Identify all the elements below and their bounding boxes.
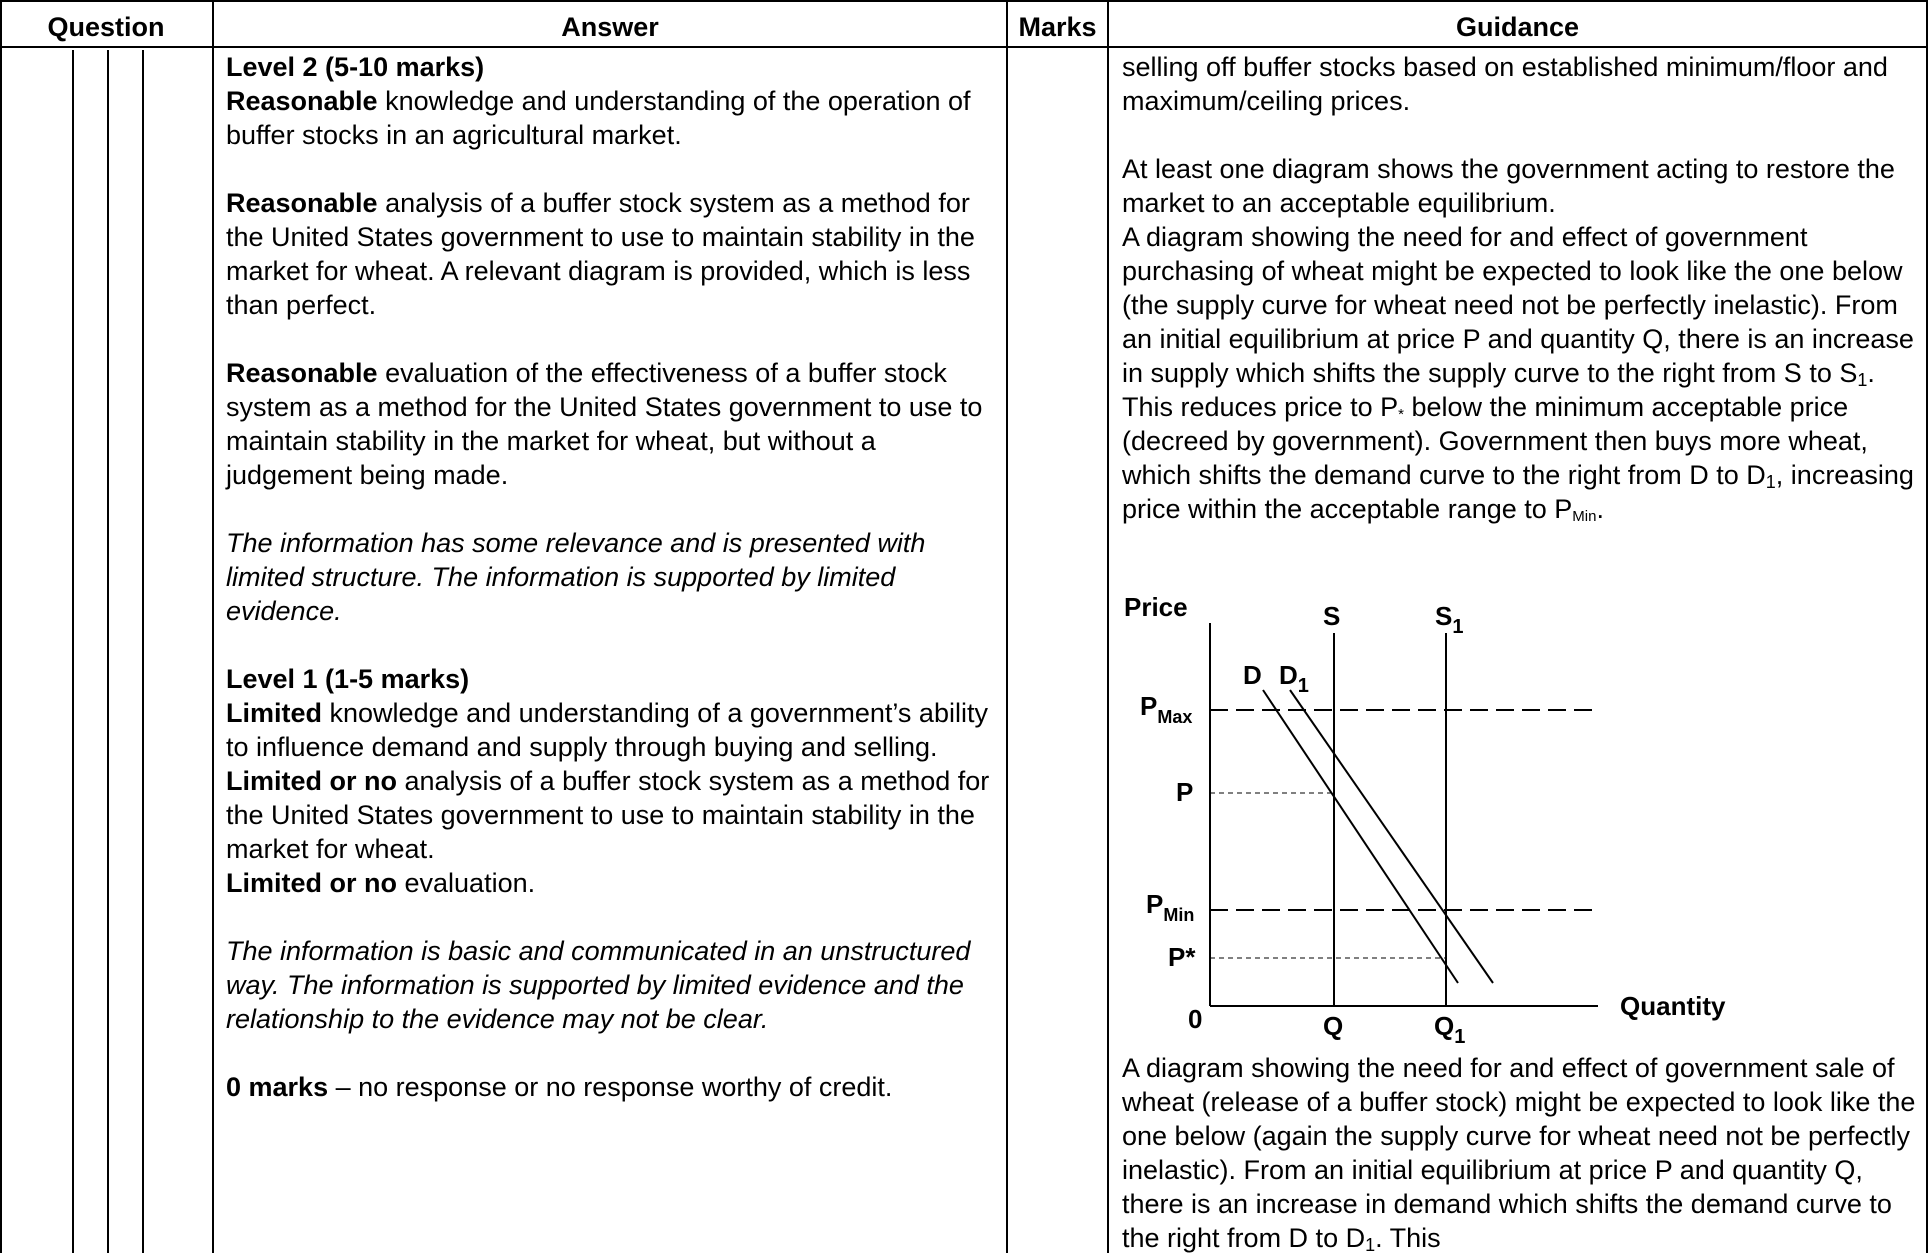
zero-marks xyxy=(226,1070,998,1104)
level2-analysis-bold: Reasonable xyxy=(226,188,378,218)
level2-knowledge-text: knowledge and understanding of the operation of buffer stocks in an agricultural market. xyxy=(226,86,971,150)
origin-label: 0 xyxy=(1188,1004,1203,1034)
d-label: D xyxy=(1243,660,1262,690)
level2-analysis xyxy=(226,186,998,322)
level1-knowledge xyxy=(226,696,998,764)
level1-analysis-text: analysis of a buffer stock system as a method for the United States government to use to maintain stability in the market for wheat. xyxy=(226,766,990,864)
level2-knowledge xyxy=(226,84,998,152)
guidance-para-3-part2: . This xyxy=(1375,1223,1441,1253)
s1-label-sub: 1 xyxy=(1452,616,1464,638)
x-axis-label: Quantity xyxy=(1620,991,1726,1021)
guidance-para-2b-part2: . This reduces price to P xyxy=(1122,358,1875,422)
d1-label-sub: 1 xyxy=(1297,675,1309,697)
subscript-star: * xyxy=(1398,406,1404,423)
demand-curve-d1 xyxy=(1290,690,1493,983)
pmin-label-main: P xyxy=(1146,889,1164,919)
pmax-label-sub: Max xyxy=(1157,707,1193,727)
pmin-label-sub: Min xyxy=(1163,905,1195,925)
level1-knowledge-bold: Limited xyxy=(226,698,323,728)
header-marks: Marks xyxy=(1018,12,1097,42)
guidance-column xyxy=(1122,50,1918,526)
answer-column xyxy=(226,50,998,1138)
y-axis-label: Price xyxy=(1124,592,1188,622)
s1-label-main: S xyxy=(1435,601,1453,631)
header-question: Question xyxy=(47,12,165,42)
q-label: Q xyxy=(1323,1011,1344,1041)
column-divider-answer-marks xyxy=(1006,0,1008,1253)
buffer-stock-diagram xyxy=(1118,583,1738,1053)
s1-label xyxy=(1435,601,1463,638)
q1-label-main: Q xyxy=(1434,1011,1455,1041)
pmax-label xyxy=(1140,691,1192,727)
level1-communication: The information is basic and communicated in an unstructured way. The information is supported by limited evidence and the relationship to the evidence may not be clear. xyxy=(226,936,971,1034)
level1-analysis xyxy=(226,764,998,866)
guidance-para-3 xyxy=(1122,1051,1918,1255)
level1-evaluation xyxy=(226,866,998,900)
level2-evaluation xyxy=(226,356,998,492)
guidance-para-3-part1: A diagram showing the need for and effect of government sale of wheat (release of a buffer stock) might be expected to look like the one below (again the supply curve for wheat need not be perfectly inelastic). From an initial equilibrium at price P and quantity Q, there is an increase in demand which shifts the demand curve to the right from D to D xyxy=(1122,1053,1916,1253)
d1-label-main: D xyxy=(1279,660,1298,690)
zero-marks-bold: 0 marks xyxy=(226,1072,329,1102)
guidance-para-2b-part3: below the minimum acceptable price (decreed by government). Government then buys more wheat, which shifts the demand curve to the right from D to D xyxy=(1122,392,1868,490)
question-subcol-divider-2 xyxy=(107,50,109,1253)
guidance-para-2b xyxy=(1122,220,1918,526)
level1-analysis-bold: Limited or no xyxy=(226,766,397,796)
level1-knowledge-text: knowledge and understanding of a government’s ability to influence demand and supply through buying and selling. xyxy=(226,698,988,762)
subscript-d1-b: 1 xyxy=(1365,1235,1376,1255)
pmax-label-main: P xyxy=(1140,691,1158,721)
subscript-d1: 1 xyxy=(1765,472,1776,492)
question-subcol-divider-3 xyxy=(142,50,144,1253)
level1-evaluation-text: evaluation. xyxy=(397,868,536,898)
d1-label xyxy=(1279,660,1309,697)
guidance-para-2b-part1: A diagram showing the need for and effect of government purchasing of wheat might be expected to look like the one below (the supply curve for wheat need not be perfectly inelastic). From an initial equilibrium at price P and quantity Q, there is an increase in supply which shifts the supply curve to the right from S to S xyxy=(1122,222,1914,388)
table-border-right xyxy=(1926,0,1928,1253)
demand-curve-d xyxy=(1263,690,1458,983)
level2-communication: The information has some relevance and is presented with limited structure. The information is supported by limited evidence. xyxy=(226,528,926,626)
zero-marks-text: – no response or no response worthy of credit. xyxy=(328,1072,893,1102)
level1-evaluation-bold: Limited or no xyxy=(226,868,397,898)
column-divider-question-answer xyxy=(212,0,214,1253)
s-label: S xyxy=(1323,601,1341,631)
level2-title: Level 2 (5-10 marks) xyxy=(226,52,485,82)
guidance-para-2b-part4: , increasing price within the acceptable range to P xyxy=(1122,460,1914,524)
pmin-label xyxy=(1146,889,1194,925)
subscript-min: Min xyxy=(1572,508,1597,525)
guidance-para-2a: At least one diagram shows the government acting to restore the market to an acceptable equilibrium. xyxy=(1122,154,1895,218)
q1-label-sub: 1 xyxy=(1454,1026,1466,1048)
p-label: P xyxy=(1176,777,1194,807)
level1-title: Level 1 (1-5 marks) xyxy=(226,664,470,694)
pstar-label: P* xyxy=(1168,942,1196,972)
guidance-para-2b-part5: . xyxy=(1596,494,1604,524)
question-subcol-divider-1 xyxy=(72,50,74,1253)
guidance-para-1: selling off buffer stocks based on established minimum/floor and maximum/ceiling prices. xyxy=(1122,52,1888,116)
header-guidance: Guidance xyxy=(1455,12,1580,42)
column-divider-marks-guidance xyxy=(1107,0,1109,1253)
level2-evaluation-text: evaluation of the effectiveness of a buffer stock system as a method for the United States government to use to maintain stability in the market for wheat, but without a judgement being made. xyxy=(226,358,983,490)
table-border-left xyxy=(0,0,2,1253)
level2-evaluation-bold: Reasonable xyxy=(226,358,378,388)
q1-label xyxy=(1434,1011,1465,1048)
header-answer: Answer xyxy=(561,12,659,42)
level2-analysis-text: analysis of a buffer stock system as a method for the United States government to use to maintain stability in the market for wheat. A relevant diagram is provided, which is less than perfect. xyxy=(226,188,975,320)
subscript-s1: 1 xyxy=(1857,370,1868,390)
level2-knowledge-bold: Reasonable xyxy=(226,86,378,116)
